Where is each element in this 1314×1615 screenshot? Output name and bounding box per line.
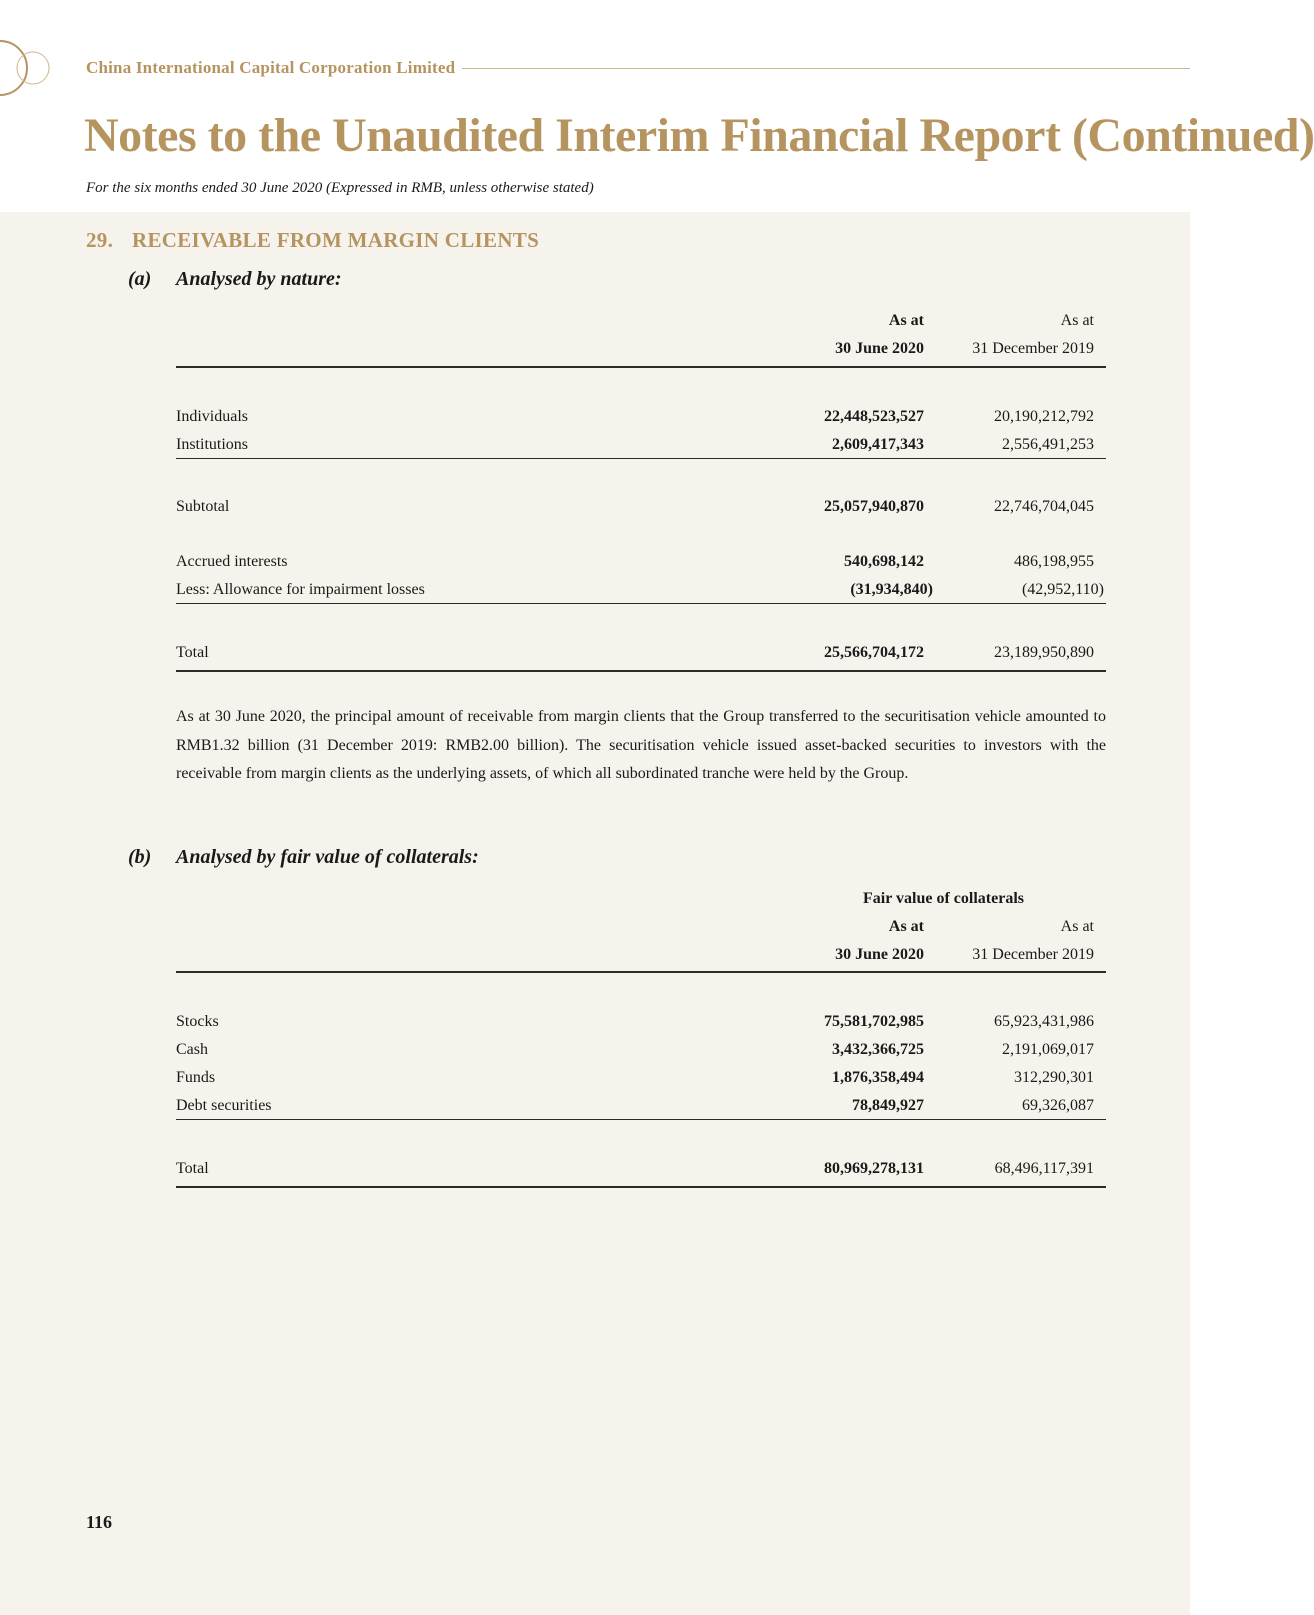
table-row-value-current: 78,849,927: [852, 1097, 924, 1114]
table-b-bottom-rule: [176, 1186, 1106, 1188]
table-row-label: Institutions: [176, 436, 249, 453]
table-row-value-current: 540,698,142: [844, 553, 924, 570]
table-b-header-rule: [176, 971, 1106, 973]
table-row-value-current: 22,448,523,527: [824, 408, 924, 425]
table-row-value-prior: 312,290,301: [1014, 1069, 1094, 1086]
col-header-prior-line1: As at: [1060, 918, 1094, 935]
table-row-value-prior: (42,952,110): [1021, 581, 1104, 598]
table-row-value-current: 25,057,940,870: [824, 498, 924, 515]
table-row-label: Accrued interests: [176, 553, 288, 570]
table-row-value-prior: 2,556,491,253: [1002, 436, 1094, 453]
page-header: [0, 0, 1314, 212]
page-title: Notes to the Unaudited Interim Financial Report (Continued): [84, 109, 1314, 162]
header-divider: [462, 68, 1190, 69]
logo-circles-icon: [0, 38, 60, 98]
table-a-total-rule: [176, 603, 1106, 604]
table-row-label: Less: Allowance for impairment losses: [176, 581, 425, 598]
col-header-current-line2: 30 June 2020: [835, 340, 924, 357]
table-row-label: Total: [176, 1160, 209, 1177]
table-row-value-prior: 68,496,117,391: [994, 1160, 1094, 1177]
subsection-b-heading: [128, 846, 479, 869]
table-row-value-current: (31,934,840): [850, 581, 933, 598]
table-row-value-prior: 23,189,950,890: [994, 644, 1094, 661]
section-heading: [86, 228, 539, 253]
table-row-label: Total: [176, 644, 209, 661]
col-header-current-line1: As at: [888, 312, 924, 329]
table-row-value-prior: 20,190,212,792: [994, 408, 1094, 425]
table-row-value-current: 3,432,366,725: [832, 1041, 924, 1058]
col-header-current-line1: As at: [888, 918, 924, 935]
page-subtitle: For the six months ended 30 June 2020 (Expressed in RMB, unless otherwise stated): [86, 180, 594, 196]
subsection-b-title: Analysed by fair value of collaterals:: [176, 846, 479, 868]
group-header: Fair value of collaterals: [863, 890, 1024, 907]
company-name: China International Capital Corporation Limited: [86, 58, 456, 77]
table-row-value-current: 80,969,278,131: [824, 1160, 924, 1177]
col-header-prior-line2: 31 December 2019: [972, 946, 1094, 963]
table-row-label: Funds: [176, 1069, 216, 1086]
table-row-value-prior: 2,191,069,017: [1002, 1041, 1094, 1058]
table-a-bottom-rule: [176, 670, 1106, 672]
subsection-a-title: Analysed by nature:: [176, 268, 342, 290]
table-row-label: Debt securities: [176, 1097, 272, 1114]
col-header-prior-line1: As at: [1060, 312, 1094, 329]
subsection-a-heading: [128, 268, 342, 291]
table-row-label: Cash: [176, 1041, 208, 1058]
col-header-current-line2: 30 June 2020: [835, 946, 924, 963]
table-row-label: Subtotal: [176, 498, 230, 515]
table-b-total-rule: [176, 1119, 1106, 1120]
note-paragraph: As at 30 June 2020, the principal amount of receivable from margin clients that the Group transferred to the securitisation vehicle amounted to RMB1.32 billion (31 December 2019: RMB2.00 billion). The securitisation vehicle issued asset-backed securities to investors with the receivable from margin clients as the underlying assets, of which all subordinated tranche were held by the Group.: [176, 708, 1106, 782]
table-row-value-prior: 69,326,087: [1022, 1097, 1094, 1114]
table-a-header-rule: [176, 366, 1106, 368]
table-row-value-prior: 486,198,955: [1014, 553, 1094, 570]
table-row-label: Stocks: [176, 1013, 219, 1030]
page-number: 116: [86, 1512, 113, 1532]
table-row-label: Individuals: [176, 408, 248, 425]
subsection-b-letter: (b): [128, 846, 152, 868]
table-row-value-current: 2,609,417,343: [832, 436, 924, 453]
table-row-value-current: 1,876,358,494: [832, 1069, 924, 1086]
table-row-value-prior: 22,746,704,045: [994, 498, 1094, 515]
col-header-prior-line2: 31 December 2019: [972, 340, 1094, 357]
section-number: 29.: [86, 228, 114, 252]
table-row-value-current: 25,566,704,172: [824, 644, 924, 661]
subsection-a-letter: (a): [128, 268, 152, 290]
table-a-subtotal-rule: [176, 458, 1106, 459]
section-title: RECEIVABLE FROM MARGIN CLIENTS: [132, 228, 540, 252]
table-row-value-current: 75,581,702,985: [824, 1013, 924, 1030]
table-row-value-prior: 65,923,431,986: [994, 1013, 1094, 1030]
